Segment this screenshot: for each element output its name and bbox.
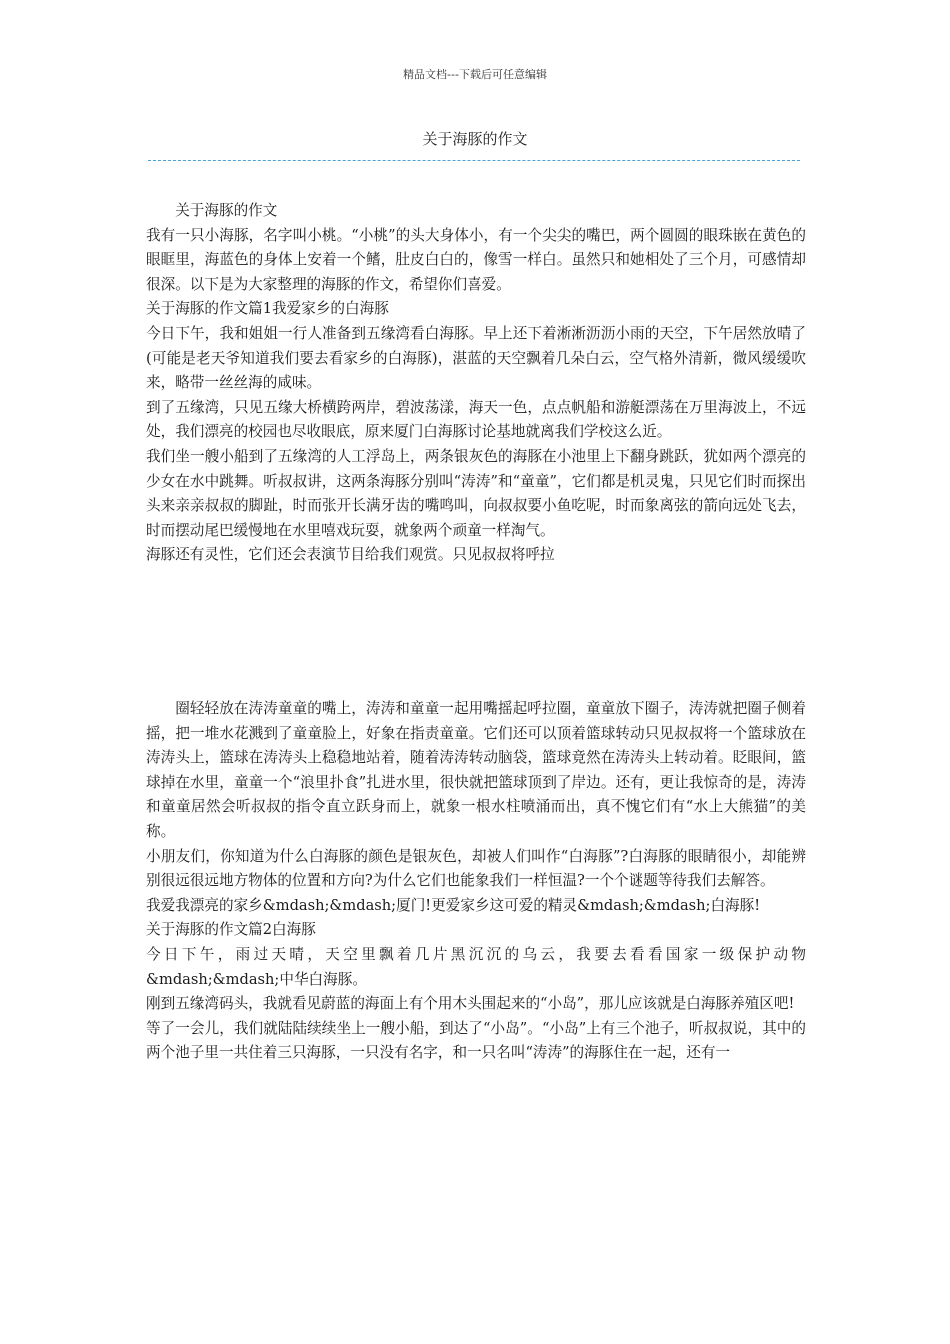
essay-heading: 关于海豚的作文 — [175, 202, 278, 219]
paragraph: 我爱我漂亮的家乡&mdash;&mdash;厦门!更爱家乡这可爱的精灵&mdash;&mdash;白海豚! — [146, 896, 761, 914]
document-title: 关于海豚的作文 — [422, 130, 528, 148]
section-two — [146, 697, 806, 1066]
paragraph: 我有一只小海豚，名字叫小桃。“小桃”的头大身体小，有一个尖尖的嘴巴，两个圆圆的眼珠嵌在黄色的眼眶里，海蓝色的身体上安着一个鳍，肚皮白白的，像雪一样白。虽然只和她相处了三个月，可感情却很深。以下是为大家整理的海豚的作文，希望你们喜爱。 — [146, 226, 806, 293]
paragraph: 今日下午，我和姐姐一行人准备到五缘湾看白海豚。早上还下着淅淅沥沥小雨的天空，下午居然放晴了(可能是老天爷知道我们要去看家乡的白海豚)，湛蓝的天空飘着几朵白云，空气格外清新，微风缓缓吹来，略带一丝丝海的咸味。 — [146, 324, 806, 392]
section-one — [146, 199, 806, 568]
paragraph: 海豚还有灵性，它们还会表演节目给我们观赏。只见叔叔将呼拉 — [146, 546, 555, 564]
paragraph: 圈轻轻放在涛涛童童的嘴上，涛涛和童童一起用嘴摇起呼拉圈，童童放下圈子，涛涛就把圈子侧着摇，把一堆水花溅到了童童脸上，好象在指责童童。它们还可以顶着篮球转动只见叔叔将一个篮球放在涛涛头上，篮球在涛涛头上稳稳地站着，随着涛涛转动脑袋，篮球竟然在涛涛头上转动着。眨眼间，篮球掉在水里，童童一个“浪里扑食”扎进水里，很快就把篮球顶到了岸边。还有，更让我惊奇的是，涛涛和童童居然会听叔叔的指令直立跃身而上，就象一根水柱喷涌而出，真不愧它们有“水上大熊猫”的美称。 — [146, 700, 806, 840]
paragraph: 今日下午，雨过天晴，天空里飘着几片黑沉沉的乌云，我要去看看国家一级保护动物&mdash;&mdash;中华白海豚。 — [146, 945, 806, 988]
title-divider — [148, 160, 800, 161]
paragraph: 等了一会儿，我们就陆陆续续坐上一艘小船，到达了“小岛”。“小岛”上有三个池子，听叔叔说，其中的两个池子里一共住着三只海豚，一只没有名字，和一只名叫“涛涛”的海豚住在一起，还有一 — [146, 1019, 806, 1062]
chapter-heading: 关于海豚的作文篇2白海豚 — [146, 921, 316, 939]
chapter-heading: 关于海豚的作文篇1我爱家乡的白海豚 — [146, 300, 389, 318]
page-header-note: 精品文档---下载后可任意编辑 — [403, 68, 547, 81]
paragraph: 我们坐一艘小船到了五缘湾的人工浮岛上，两条银灰色的海豚在小池里上下翻身跳跃，犹如两个漂亮的少女在水中跳舞。听叔叔讲，这两条海豚分别叫“涛涛”和“童童”，它们都是机灵鬼，只见它们时而探出头来亲亲叔叔的脚趾，时而张开长满牙齿的嘴鸣叫，向叔叔要小鱼吃呢，时而象离弦的箭向远处飞去，时而摆动尾巴缓慢地在水里嘻戏玩耍，就象两个顽童一样淘气。 — [146, 447, 806, 539]
paragraph: 小朋友们，你知道为什么白海豚的颜色是银灰色，却被人们叫作“白海豚”?白海豚的眼睛很小，却能辨别很远很远地方物体的位置和方向?为什么它们也能象我们一样恒温?一个个谜题等待我们去解答。 — [146, 847, 806, 890]
paragraph: 到了五缘湾，只见五缘大桥横跨两岸，碧波荡漾，海天一色，点点帆船和游艇漂荡在万里海波上，不远处，我们漂亮的校园也尽收眼底，原来厦门白海豚讨论基地就离我们学校这么近。 — [146, 398, 806, 441]
paragraph: 刚到五缘湾码头，我就看见蔚蓝的海面上有个用木头围起来的“小岛”，那儿应该就是白海豚养殖区吧! — [146, 995, 795, 1013]
